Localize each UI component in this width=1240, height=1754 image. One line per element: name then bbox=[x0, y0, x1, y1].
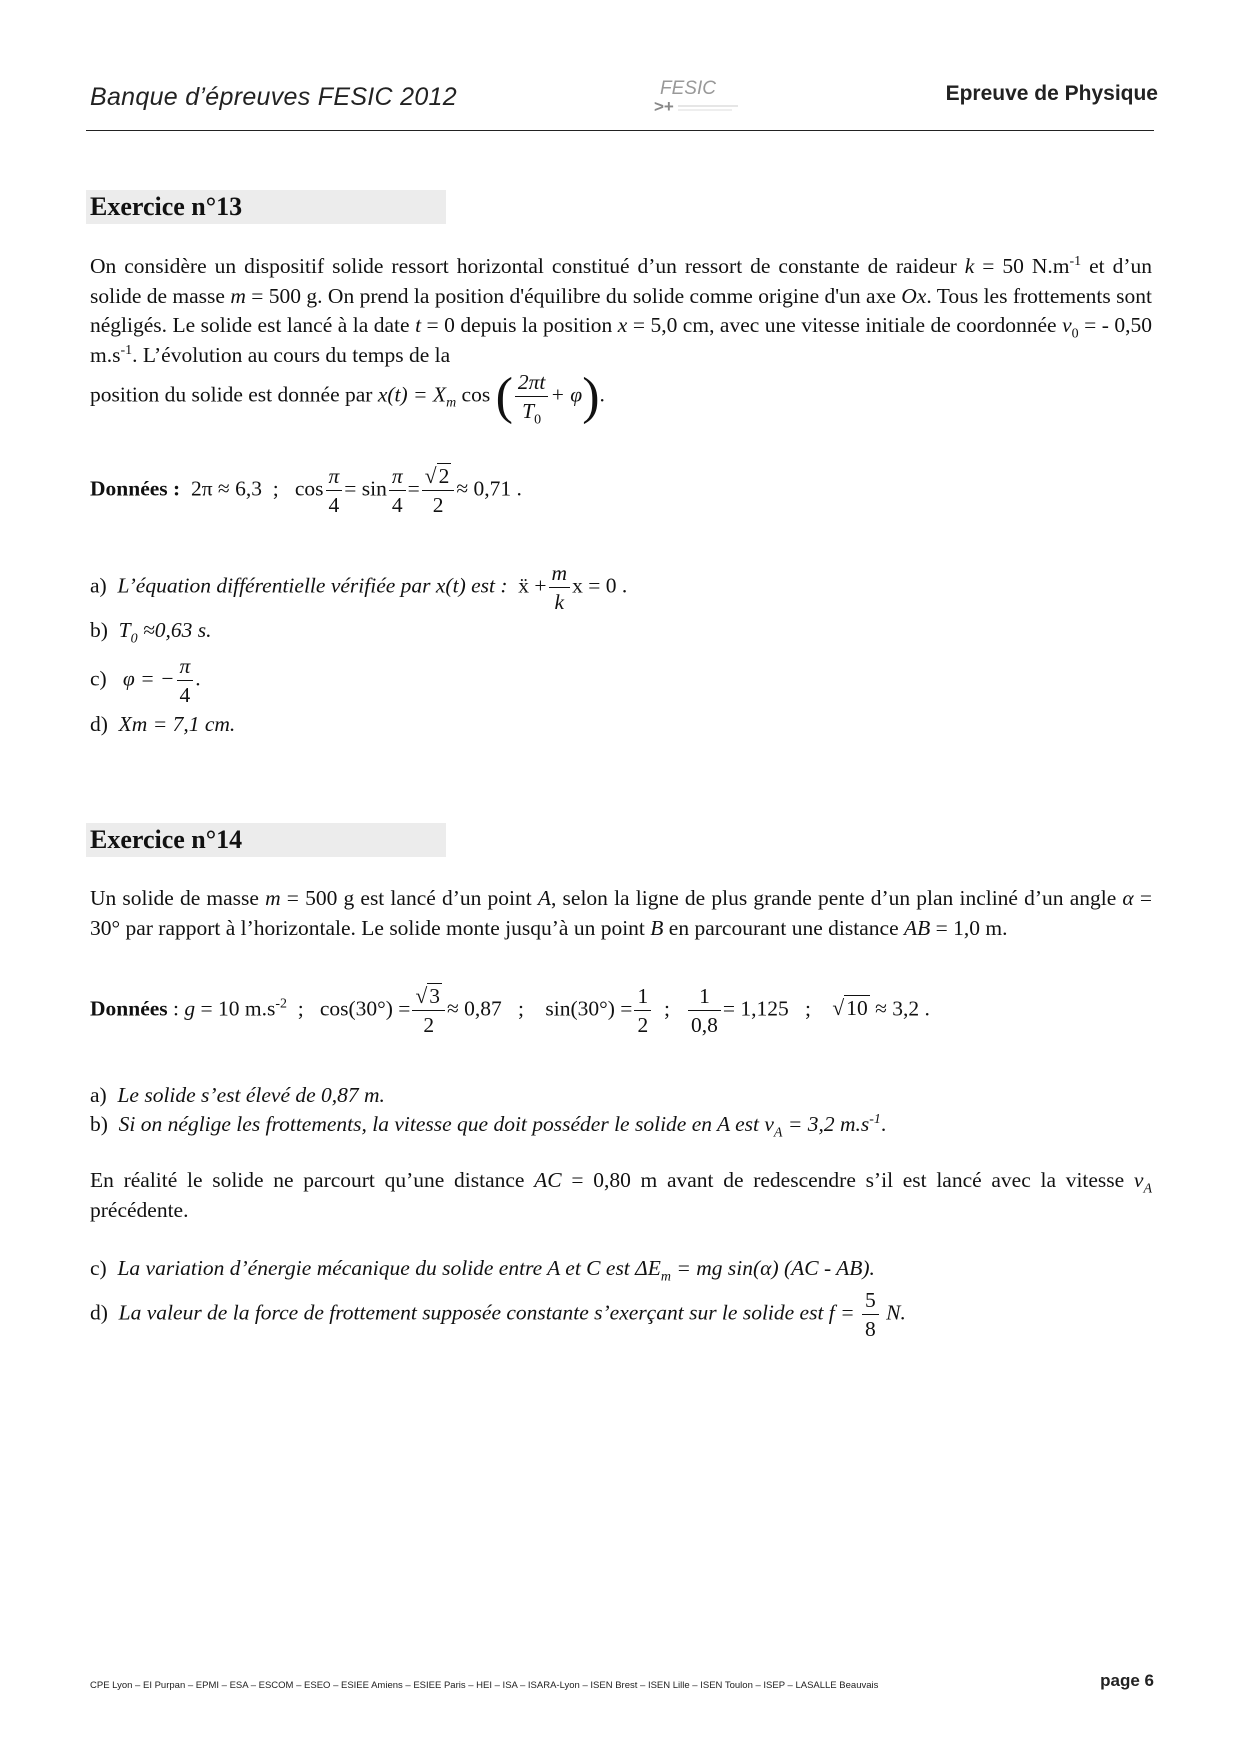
exercise-14-title: Exercice n°14 bbox=[86, 823, 446, 857]
header-title: Banque d’épreuves FESIC 2012 bbox=[90, 83, 457, 111]
exercise-14-data: Données : g = 10 $m.s^{-2}$ ; cos(30°) = $\frac{√3}{2}$ ≈ 0,87 ; sin(30°) = $\frac{1}{2}$ ; $\frac{1}{0,8}$ = 1,125 ; √10 ≈ 3,2 . bbox=[90, 984, 930, 1037]
answer-13a: a) L’équation différentielle vérifiée par x(t) est : ẍ + $\frac{m}{k}$ x = 0 . bbox=[90, 561, 628, 614]
exercise-14-statement: Un solide de masse m = 500 g est lancé d’un point A, selon la ligne de plus grande pente d’un plan incliné d’un angle α = 30° par rapport à l’horizontale. Le solide monte jusqu’à un point B en parcourant une distance AB = 1,0 m. bbox=[90, 886, 1153, 940]
answer-13b: b) $T_0 \approx 0,63$ s. bbox=[90, 618, 212, 647]
exercise-13-title: Exercice n°13 bbox=[86, 190, 446, 224]
footer-schools: CPE Lyon – EI Purpan – EPMI – ESA – ESCOM – ESEO – ESIEE Amiens – ESIEE Paris – HEI – ISA – ISARA-Lyon – ISEN Brest – ISEN Lille – ISEN Toulon – ISEP – LASALLE Beauvais bbox=[90, 1680, 879, 1691]
answer-14c: c) La variation d’énergie mécanique du solide entre A et C est $\Delta E_m$ = mg sin(α) (AC - AB). bbox=[90, 1256, 875, 1285]
exercise-13-statement: On considère un dispositif solide ressort horizontal constitué d’un ressort de constante de raideur k = 50 $N.m^{-1}$ et d’un solide de masse m = 500 g. On prend la position d'équilibre du solide comme origine d'un axe Ox. Tous les frottements sont négligés. Le solide est lancé à la date t = 0 depuis la position x = 5,0 cm, avec une vitesse initiale de coordonnée $v_0$ = - 0,50 $m.s^{-1}$. L’évolution au cours du temps de la bbox=[90, 253, 1152, 367]
answer-13d: d) Xm = 7,1 cm. bbox=[90, 712, 236, 736]
page-number: page 6 bbox=[1100, 1671, 1154, 1690]
exercise-13-data: Données : 2π ≈ 6,3 ; cos $\frac{\pi}{4}$ = sin $\frac{\pi}{4}$ = $\frac{√2}{2}$ ≈ 0,71 . bbox=[90, 464, 522, 517]
exercise-14-continuation: En réalité le solide ne parcourt qu’une distance AC = 0,80 m avant de redescendre s’il est lancé avec la vitesse $v_A$ précédente. bbox=[90, 1168, 1153, 1222]
fraction-2pit-over-t0: $\frac{2\pi t}{T_0}$ bbox=[515, 368, 549, 425]
logo-mark: >+ bbox=[654, 97, 674, 116]
answer-13c: c) φ = − $\frac{\pi}{4}$ . bbox=[90, 654, 201, 707]
answer-14d: d) La valeur de la force de frottement supposée constante s’exerçant sur le solide est f = $\frac{5}{8}$ N. bbox=[90, 1288, 906, 1341]
logo-text: FESIC bbox=[660, 78, 716, 99]
header-subject: Epreuve de Physique bbox=[945, 82, 1158, 105]
answer-14a: a) Le solide s’est élevé de 0,87 m. bbox=[90, 1083, 385, 1107]
header-divider bbox=[86, 130, 1154, 131]
fesic-logo bbox=[652, 76, 744, 118]
position-equation-line: position du solide est donnée par $x(t) = X_m$ cos ( $\frac{2\pi t}{T_0}$ + φ). bbox=[90, 368, 605, 428]
answer-14b: b) Si on néglige les frottements, la vitesse que doit posséder le solide en A est $v_A = 3,2$ $m.s^{-1}$. bbox=[90, 1111, 887, 1141]
